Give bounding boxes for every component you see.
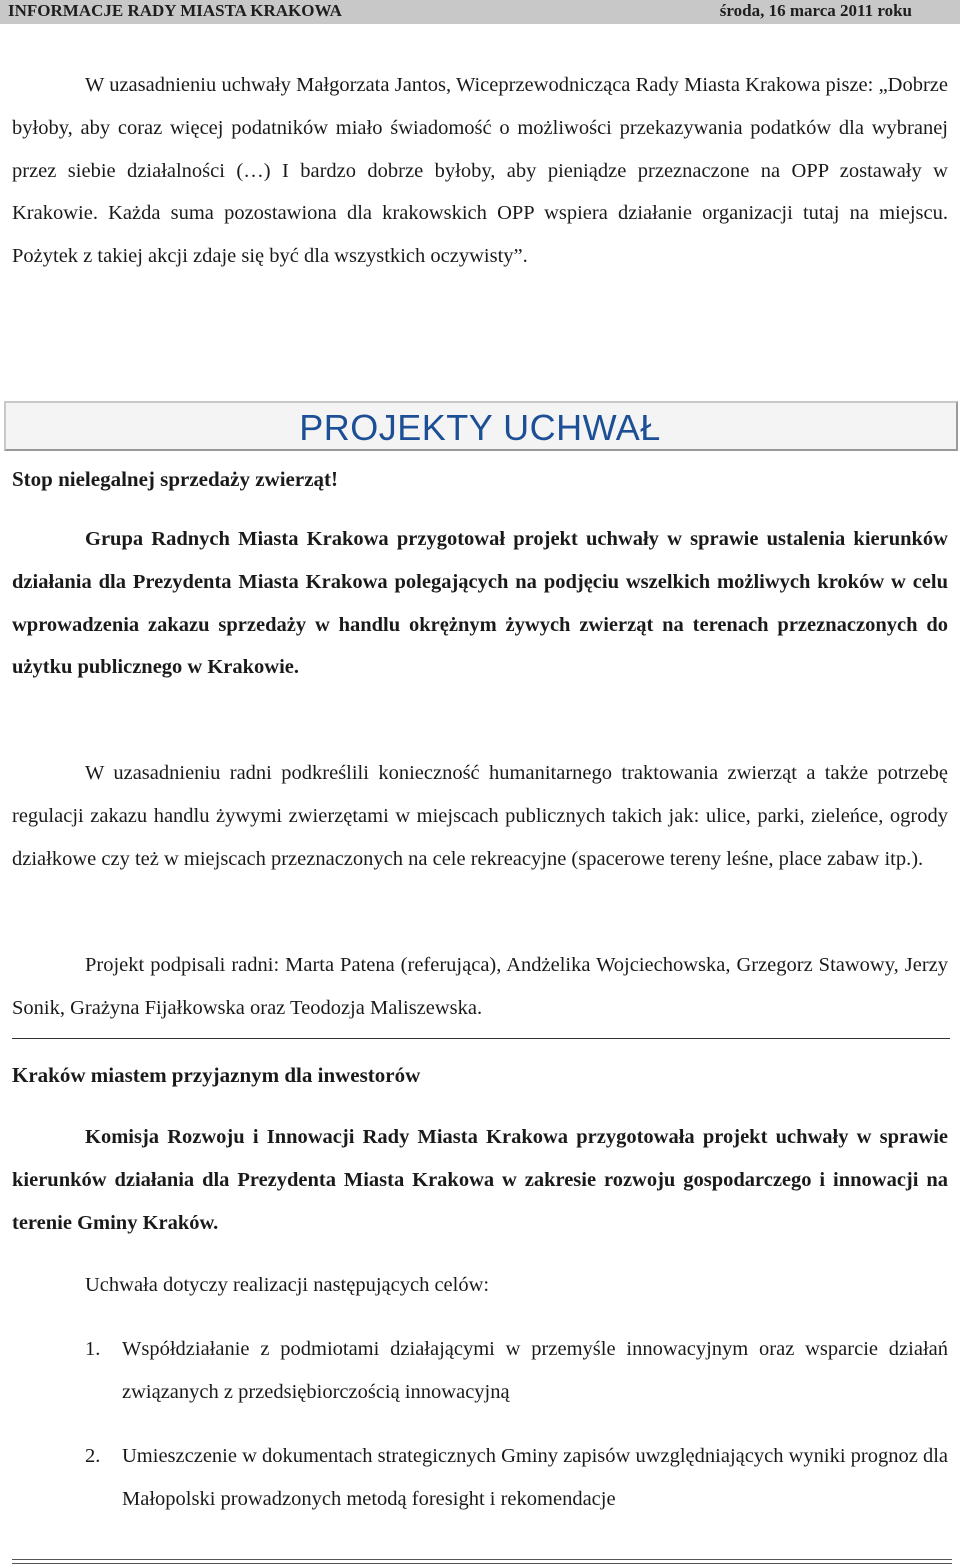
goals-intro: Uchwała dotyczy realizacji następujących celów: xyxy=(85,1274,490,1296)
footer-rule xyxy=(12,1559,952,1564)
section2-heading: Kraków miastem przyjaznym dla inwestorów xyxy=(12,1063,421,1087)
section1-lead: Grupa Radnych Miasta Krakowa przygotował projekt uchwały w sprawie ustalenia kierunków działania dla Prezydenta Miasta Krakowa polegających na podjęciu wszelkich możliwych kroków w celu wprowadzenia zakazu sprzedaży w handlu okrężnym żywych zwierząt na terenach przeznaczonych do użytku publicznego w Krakowie. xyxy=(12,528,948,679)
list-item-number: 1. xyxy=(85,1338,101,1360)
list-item-text: Umieszczenie w dokumentach strategicznych Gminy zapisów uwzględniających wyniki prognoz dla Małopolski prowadzonych metodą foresight i rekomendacje xyxy=(122,1445,948,1510)
publication-title: INFORMACJE RADY MIASTA KRAKOWA xyxy=(8,1,342,20)
publication-date: środa, 16 marca 2011 roku xyxy=(719,1,912,20)
section1-signatories: Projekt podpisali radni: Marta Patena (referująca), Andżelika Wojciechowska, Grzegorz Stawowy, Jerzy Sonik, Grażyna Fijałkowska oraz Teodozja Maliszewska. xyxy=(12,954,948,1019)
section2-lead: Komisja Rozwoju i Innowacji Rady Miasta Krakowa przygotowała projekt uchwały w sprawie kierunków działania dla Prezydenta Miasta Krakowa w zakresie rozwoju gospodarczego i innowacji na terenie Gminy Kraków. xyxy=(12,1126,948,1234)
section-divider xyxy=(12,1038,950,1039)
list-item-text: Współdziałanie z podmiotami działającymi w przemyśle innowacyjnym oraz wsparcie działań związanych z przedsiębiorczością innowacyjną xyxy=(122,1338,948,1403)
section1-heading: Stop nielegalnej sprzedaży zwierząt! xyxy=(12,467,339,491)
intro-paragraph: W uzasadnieniu uchwały Małgorzata Jantos, Wiceprzewodnicząca Rady Miasta Krakowa pisze: „Dobrze byłoby, aby coraz więcej podatników miało świadomość o możliwości przekazywania podatków dla wybranej przez siebie działalności (…) I bardzo dobrze byłoby, aby pieniądze przeznaczone na OPP zostawały w Krakowie. Każda suma pozostawiona dla krakowskich OPP wspiera działanie organizacji tutaj na miejscu. Pożytek z takiej akcji zdaje się być dla wszystkich oczywisty”. xyxy=(12,74,948,268)
list-item-number: 2. xyxy=(85,1445,101,1467)
section1-justification: W uzasadnieniu radni podkreślili konieczność humanitarnego traktowania zwierząt a także potrzebę regulacji zakazu handlu żywymi zwierzętami w miejscach publicznych takich jak: ulice, parki, zieleńce, ogrody działkowe czy też w miejscach przeznaczonych na cele rekreacyjne (spacerowe tereny leśne, place zabaw itp.). xyxy=(12,762,948,870)
page-header xyxy=(0,0,960,24)
banner-title: PROJEKTY UCHWAŁ xyxy=(299,407,661,448)
